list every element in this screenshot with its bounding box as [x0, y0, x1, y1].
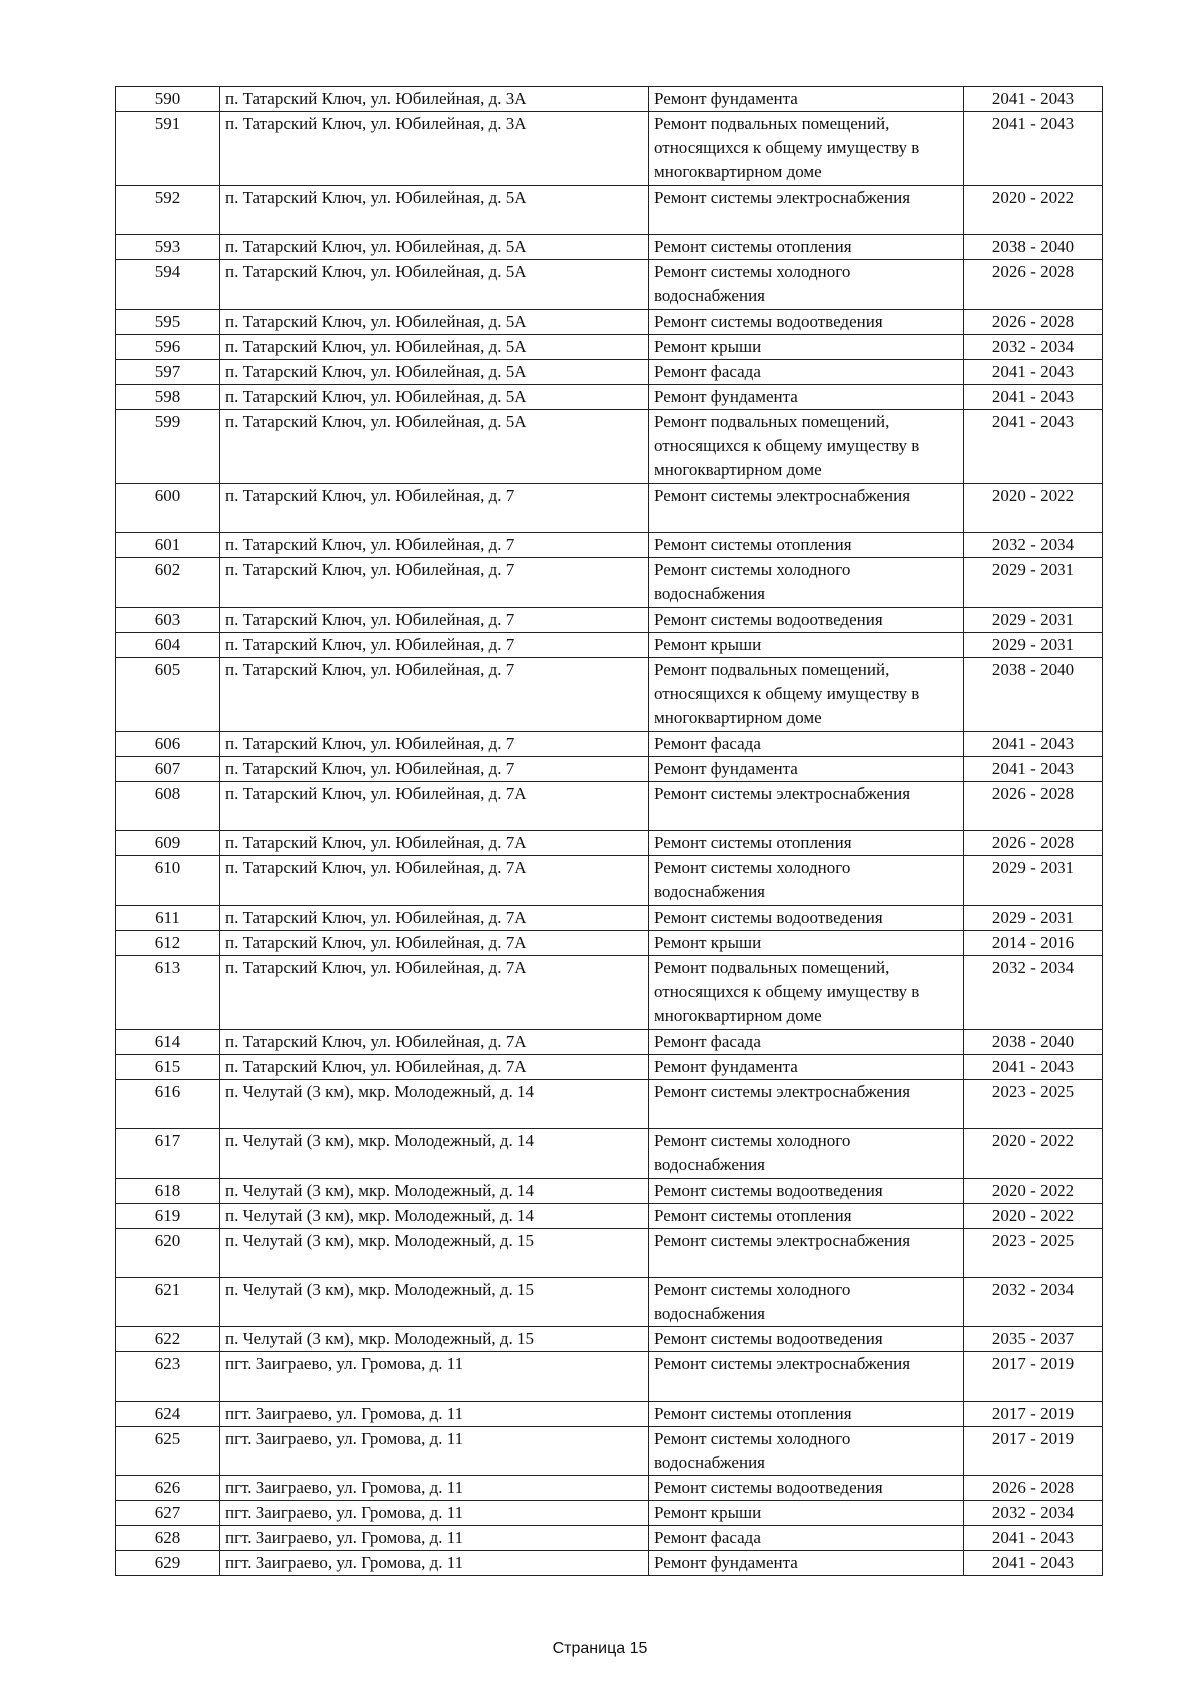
work-type-cell: Ремонт системы водоотведения	[649, 309, 964, 334]
table-row	[116, 781, 1103, 830]
work-type-cell: Ремонт системы водоотведения	[649, 607, 964, 632]
work-type-cell: Ремонт системы электроснабжения	[649, 483, 964, 532]
row-number-cell: 621	[116, 1277, 220, 1326]
work-type-cell: Ремонт системы холодного водоснабжения	[649, 1426, 964, 1475]
work-type-cell: Ремонт подвальных помещений, относящихся к общему имуществу в многоквартирном доме	[649, 657, 964, 731]
table-row	[116, 533, 1103, 558]
row-number-cell: 614	[116, 1029, 220, 1054]
table-row	[116, 1476, 1103, 1501]
period-cell: 2017 - 2019	[964, 1401, 1103, 1426]
period-cell: 2038 - 2040	[964, 235, 1103, 260]
table-row	[116, 1178, 1103, 1203]
address-cell: п. Челутай (3 км), мкр. Молодежный, д. 15	[220, 1327, 649, 1352]
period-cell: 2041 - 2043	[964, 731, 1103, 756]
table-row	[116, 1079, 1103, 1128]
table-row	[116, 1352, 1103, 1401]
period-cell: 2026 - 2028	[964, 1476, 1103, 1501]
period-cell: 2041 - 2043	[964, 756, 1103, 781]
address-cell: п. Татарский Ключ, ул. Юбилейная, д. 7А	[220, 930, 649, 955]
address-cell: п. Татарский Ключ, ул. Юбилейная, д. 5А	[220, 235, 649, 260]
work-type-cell: Ремонт системы отопления	[649, 533, 964, 558]
period-cell: 2029 - 2031	[964, 558, 1103, 607]
row-number-cell: 620	[116, 1228, 220, 1277]
address-cell: п. Татарский Ключ, ул. Юбилейная, д. 5А	[220, 409, 649, 483]
row-number-cell: 618	[116, 1178, 220, 1203]
period-cell: 2041 - 2043	[964, 384, 1103, 409]
period-cell: 2020 - 2022	[964, 1178, 1103, 1203]
period-cell: 2026 - 2028	[964, 831, 1103, 856]
address-cell: пгт. Заиграево, ул. Громова, д. 11	[220, 1426, 649, 1475]
table-row	[116, 632, 1103, 657]
table-row	[116, 930, 1103, 955]
period-cell: 2026 - 2028	[964, 309, 1103, 334]
row-number-cell: 608	[116, 781, 220, 830]
address-cell: п. Татарский Ключ, ул. Юбилейная, д. 7	[220, 533, 649, 558]
row-number-cell: 591	[116, 112, 220, 186]
row-number-cell: 603	[116, 607, 220, 632]
table-row	[116, 334, 1103, 359]
table-row	[116, 359, 1103, 384]
page-number: Страница 15	[552, 1640, 648, 1657]
work-type-cell: Ремонт системы холодного водоснабжения	[649, 856, 964, 905]
address-cell: пгт. Заиграево, ул. Громова, д. 11	[220, 1401, 649, 1426]
work-type-cell: Ремонт крыши	[649, 334, 964, 359]
row-number-cell: 611	[116, 905, 220, 930]
work-type-cell: Ремонт фасада	[649, 1526, 964, 1551]
row-number-cell: 607	[116, 756, 220, 781]
work-type-cell: Ремонт системы электроснабжения	[649, 1352, 964, 1401]
row-number-cell: 605	[116, 657, 220, 731]
address-cell: п. Татарский Ключ, ул. Юбилейная, д. 7	[220, 731, 649, 756]
row-number-cell: 617	[116, 1129, 220, 1178]
row-number-cell: 597	[116, 359, 220, 384]
period-cell: 2032 - 2034	[964, 1501, 1103, 1526]
row-number-cell: 628	[116, 1526, 220, 1551]
work-type-cell: Ремонт системы водоотведения	[649, 1178, 964, 1203]
period-cell: 2029 - 2031	[964, 856, 1103, 905]
address-cell: пгт. Заиграево, ул. Громова, д. 11	[220, 1352, 649, 1401]
address-cell: п. Татарский Ключ, ул. Юбилейная, д. 7А	[220, 831, 649, 856]
table-row	[116, 1426, 1103, 1475]
period-cell: 2014 - 2016	[964, 930, 1103, 955]
row-number-cell: 595	[116, 309, 220, 334]
row-number-cell: 593	[116, 235, 220, 260]
period-cell: 2032 - 2034	[964, 955, 1103, 1029]
address-cell: п. Челутай (3 км), мкр. Молодежный, д. 14	[220, 1178, 649, 1203]
work-type-cell: Ремонт подвальных помещений, относящихся к общему имуществу в многоквартирном доме	[649, 112, 964, 186]
work-type-cell: Ремонт системы отопления	[649, 235, 964, 260]
address-cell: п. Татарский Ключ, ул. Юбилейная, д. 7	[220, 632, 649, 657]
address-cell: п. Татарский Ключ, ул. Юбилейная, д. 7А	[220, 781, 649, 830]
row-number-cell: 606	[116, 731, 220, 756]
address-cell: п. Татарский Ключ, ул. Юбилейная, д. 7А	[220, 1054, 649, 1079]
row-number-cell: 598	[116, 384, 220, 409]
work-type-cell: Ремонт подвальных помещений, относящихся к общему имуществу в многоквартирном доме	[649, 955, 964, 1029]
work-type-cell: Ремонт системы отопления	[649, 1203, 964, 1228]
address-cell: п. Татарский Ключ, ул. Юбилейная, д. 7	[220, 756, 649, 781]
row-number-cell: 626	[116, 1476, 220, 1501]
period-cell: 2023 - 2025	[964, 1079, 1103, 1128]
row-number-cell: 600	[116, 483, 220, 532]
period-cell: 2041 - 2043	[964, 409, 1103, 483]
address-cell: п. Татарский Ключ, ул. Юбилейная, д. 5А	[220, 384, 649, 409]
work-type-cell: Ремонт фундамента	[649, 1551, 964, 1576]
period-cell: 2038 - 2040	[964, 657, 1103, 731]
address-cell: п. Челутай (3 км), мкр. Молодежный, д. 15	[220, 1277, 649, 1326]
address-cell: п. Татарский Ключ, ул. Юбилейная, д. 5А	[220, 359, 649, 384]
row-number-cell: 599	[116, 409, 220, 483]
work-type-cell: Ремонт фасада	[649, 731, 964, 756]
work-type-cell: Ремонт системы электроснабжения	[649, 186, 964, 235]
row-number-cell: 612	[116, 930, 220, 955]
table-row	[116, 731, 1103, 756]
table-row	[116, 905, 1103, 930]
work-type-cell: Ремонт системы холодного водоснабжения	[649, 260, 964, 309]
row-number-cell: 604	[116, 632, 220, 657]
work-type-cell: Ремонт системы электроснабжения	[649, 1228, 964, 1277]
period-cell: 2029 - 2031	[964, 632, 1103, 657]
address-cell: п. Татарский Ключ, ул. Юбилейная, д. 7	[220, 558, 649, 607]
period-cell: 2041 - 2043	[964, 1526, 1103, 1551]
row-number-cell: 627	[116, 1501, 220, 1526]
row-number-cell: 601	[116, 533, 220, 558]
address-cell: п. Татарский Ключ, ул. Юбилейная, д. 7А	[220, 856, 649, 905]
table-row	[116, 1203, 1103, 1228]
table-row	[116, 235, 1103, 260]
table-row	[116, 607, 1103, 632]
address-cell: п. Челутай (3 км), мкр. Молодежный, д. 14	[220, 1079, 649, 1128]
row-number-cell: 622	[116, 1327, 220, 1352]
row-number-cell: 616	[116, 1079, 220, 1128]
row-number-cell: 594	[116, 260, 220, 309]
address-cell: пгт. Заиграево, ул. Громова, д. 11	[220, 1526, 649, 1551]
work-type-cell: Ремонт фасада	[649, 359, 964, 384]
table-row	[116, 1054, 1103, 1079]
work-type-cell: Ремонт крыши	[649, 1501, 964, 1526]
table-row	[116, 87, 1103, 112]
table-row	[116, 384, 1103, 409]
work-type-cell: Ремонт системы холодного водоснабжения	[649, 1129, 964, 1178]
period-cell: 2041 - 2043	[964, 359, 1103, 384]
table-row	[116, 856, 1103, 905]
address-cell: п. Татарский Ключ, ул. Юбилейная, д. 5А	[220, 260, 649, 309]
address-cell: п. Челутай (3 км), мкр. Молодежный, д. 15	[220, 1228, 649, 1277]
period-cell: 2032 - 2034	[964, 334, 1103, 359]
period-cell: 2041 - 2043	[964, 1054, 1103, 1079]
address-cell: п. Татарский Ключ, ул. Юбилейная, д. 5А	[220, 334, 649, 359]
address-cell: пгт. Заиграево, ул. Громова, д. 11	[220, 1551, 649, 1576]
work-type-cell: Ремонт системы водоотведения	[649, 1476, 964, 1501]
address-cell: пгт. Заиграево, ул. Громова, д. 11	[220, 1501, 649, 1526]
period-cell: 2026 - 2028	[964, 260, 1103, 309]
work-type-cell: Ремонт крыши	[649, 632, 964, 657]
period-cell: 2020 - 2022	[964, 186, 1103, 235]
row-number-cell: 592	[116, 186, 220, 235]
work-type-cell: Ремонт фундамента	[649, 756, 964, 781]
row-number-cell: 629	[116, 1551, 220, 1576]
row-number-cell: 596	[116, 334, 220, 359]
period-cell: 2032 - 2034	[964, 1277, 1103, 1326]
address-cell: п. Татарский Ключ, ул. Юбилейная, д. 5А	[220, 309, 649, 334]
period-cell: 2041 - 2043	[964, 1551, 1103, 1576]
address-cell: п. Татарский Ключ, ул. Юбилейная, д. 7	[220, 657, 649, 731]
table-row	[116, 831, 1103, 856]
table-row	[116, 1401, 1103, 1426]
address-cell: п. Татарский Ключ, ул. Юбилейная, д. 7А	[220, 905, 649, 930]
period-cell: 2038 - 2040	[964, 1029, 1103, 1054]
table-row	[116, 1228, 1103, 1277]
address-cell: п. Татарский Ключ, ул. Юбилейная, д. 5А	[220, 186, 649, 235]
period-cell: 2020 - 2022	[964, 1129, 1103, 1178]
table-row	[116, 1327, 1103, 1352]
work-type-cell: Ремонт системы холодного водоснабжения	[649, 1277, 964, 1326]
table-row	[116, 657, 1103, 731]
period-cell: 2041 - 2043	[964, 87, 1103, 112]
period-cell: 2020 - 2022	[964, 1203, 1103, 1228]
period-cell: 2029 - 2031	[964, 905, 1103, 930]
period-cell: 2035 - 2037	[964, 1327, 1103, 1352]
address-cell: п. Челутай (3 км), мкр. Молодежный, д. 14	[220, 1203, 649, 1228]
row-number-cell: 610	[116, 856, 220, 905]
address-cell: п. Татарский Ключ, ул. Юбилейная, д. 7А	[220, 1029, 649, 1054]
table-row	[116, 1551, 1103, 1576]
address-cell: п. Челутай (3 км), мкр. Молодежный, д. 14	[220, 1129, 649, 1178]
table-row	[116, 558, 1103, 607]
work-type-cell: Ремонт системы электроснабжения	[649, 1079, 964, 1128]
address-cell: п. Татарский Ключ, ул. Юбилейная, д. 7	[220, 483, 649, 532]
work-type-cell: Ремонт системы холодного водоснабжения	[649, 558, 964, 607]
period-cell: 2041 - 2043	[964, 112, 1103, 186]
table-row	[116, 409, 1103, 483]
table-row	[116, 756, 1103, 781]
table-row	[116, 955, 1103, 1029]
work-type-cell: Ремонт крыши	[649, 930, 964, 955]
period-cell: 2020 - 2022	[964, 483, 1103, 532]
period-cell: 2023 - 2025	[964, 1228, 1103, 1277]
work-type-cell: Ремонт системы электроснабжения	[649, 781, 964, 830]
period-cell: 2032 - 2034	[964, 533, 1103, 558]
work-type-cell: Ремонт подвальных помещений, относящихся к общему имуществу в многоквартирном доме	[649, 409, 964, 483]
address-cell: п. Татарский Ключ, ул. Юбилейная, д. 3А	[220, 87, 649, 112]
work-type-cell: Ремонт фасада	[649, 1029, 964, 1054]
table-row	[116, 1501, 1103, 1526]
table-row	[116, 1029, 1103, 1054]
table-row	[116, 1277, 1103, 1326]
period-cell: 2026 - 2028	[964, 781, 1103, 830]
period-cell: 2017 - 2019	[964, 1352, 1103, 1401]
row-number-cell: 625	[116, 1426, 220, 1475]
table-row	[116, 260, 1103, 309]
table-body	[116, 87, 1103, 1576]
address-cell: п. Татарский Ключ, ул. Юбилейная, д. 7	[220, 607, 649, 632]
work-type-cell: Ремонт системы водоотведения	[649, 905, 964, 930]
table-row	[116, 1129, 1103, 1178]
table-row	[116, 1526, 1103, 1551]
address-cell: п. Татарский Ключ, ул. Юбилейная, д. 3А	[220, 112, 649, 186]
table-row	[116, 186, 1103, 235]
period-cell: 2017 - 2019	[964, 1426, 1103, 1475]
row-number-cell: 609	[116, 831, 220, 856]
row-number-cell: 613	[116, 955, 220, 1029]
row-number-cell: 619	[116, 1203, 220, 1228]
row-number-cell: 602	[116, 558, 220, 607]
address-cell: пгт. Заиграево, ул. Громова, д. 11	[220, 1476, 649, 1501]
row-number-cell: 623	[116, 1352, 220, 1401]
work-type-cell: Ремонт фундамента	[649, 87, 964, 112]
work-type-cell: Ремонт системы отопления	[649, 1401, 964, 1426]
work-type-cell: Ремонт фундамента	[649, 384, 964, 409]
row-number-cell: 624	[116, 1401, 220, 1426]
work-type-cell: Ремонт фундамента	[649, 1054, 964, 1079]
period-cell: 2029 - 2031	[964, 607, 1103, 632]
repair-schedule-table	[115, 86, 1103, 1576]
address-cell: п. Татарский Ключ, ул. Юбилейная, д. 7А	[220, 955, 649, 1029]
row-number-cell: 590	[116, 87, 220, 112]
work-type-cell: Ремонт системы отопления	[649, 831, 964, 856]
work-type-cell: Ремонт системы водоотведения	[649, 1327, 964, 1352]
row-number-cell: 615	[116, 1054, 220, 1079]
table-row	[116, 309, 1103, 334]
table-row	[116, 483, 1103, 532]
table-row	[116, 112, 1103, 186]
